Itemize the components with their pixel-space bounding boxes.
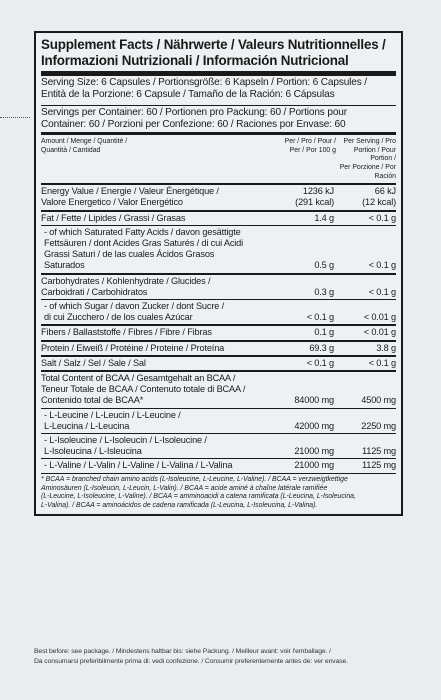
footnote-line: * BCAA = branched chain amino acids (L-Isoleucine, L-Leucine, L-Valine). / BCAA = verzweigtkettige <box>41 475 348 483</box>
value-per-100g: 21000 mg <box>252 434 338 459</box>
value-per-serving: < 0.1 g <box>338 225 396 273</box>
value-per-100g: 0.1 g <box>252 325 338 340</box>
label-line: Grassi Saturi / de las cuales Ácidos Grasos Saturados <box>44 249 215 271</box>
supplement-facts-panel <box>34 31 403 516</box>
row-label <box>41 408 252 433</box>
value-per-100g <box>252 184 338 210</box>
servings-line: Servings per Container: 60 / Portionen pro Packung: 60 / Portions pour <box>41 106 347 118</box>
table-row <box>41 299 396 325</box>
footnote-line: (L-Leucine, L-Isoleucine, L-Valine). / BCAA = amminoacidi a catena ramificata (L-Leucina, L-Isoleucina, <box>41 493 356 501</box>
label-line: - of which Sugar / davon Zucker / dont Sucre / <box>44 300 225 311</box>
value-per-100g: 0.3 g <box>252 274 338 300</box>
bcaa-footnote <box>41 473 396 512</box>
value-line: 66 kJ <box>374 186 396 197</box>
row-label: Fibers / Ballaststoffe / Fibres / Fibre / Fibras <box>41 325 252 340</box>
title-line: Supplement Facts / Nährwerte / Valeurs Nutritionnelles / <box>41 37 386 52</box>
row-label <box>41 434 252 459</box>
row-label <box>41 274 252 300</box>
footnote-line: Aminosäuren (L-Isoleucin, L-Leucin, L-Valin). / BCAA = acide aminé à chaîne latérale ramifiée <box>41 484 328 492</box>
value-per-serving: < 0.01 g <box>338 299 396 325</box>
header-text: Portion / Pour Portion / <box>353 146 396 163</box>
row-label <box>41 371 252 408</box>
row-label <box>41 225 252 273</box>
value-line: 1236 kJ <box>302 186 334 197</box>
table-row <box>41 225 396 273</box>
value-per-100g: 1.4 g <box>252 211 338 226</box>
label-line: di cui Zucchero / de los cuales Azúcar <box>44 312 193 323</box>
dotted-guide-line <box>0 117 30 118</box>
value-per-serving: 1125 mg <box>338 434 396 459</box>
panel-title <box>41 37 396 69</box>
label-line: Valore Energetico / Valor Energético <box>41 197 183 208</box>
value-per-serving: 4500 mg <box>338 371 396 408</box>
header-text: Quantità / Cantidad <box>41 146 101 154</box>
header-text: Per / Pro / Pour / <box>284 138 336 146</box>
row-label: Protein / Eiweiß / Protéine / Proteine / Proteína <box>41 341 252 356</box>
title-line: Informazioni Nutrizionali / Información Nutricional <box>41 53 349 68</box>
table-row <box>41 211 396 226</box>
value-per-serving: < 0.1 g <box>338 356 396 371</box>
header-text: Amount / Menge / Quantité / <box>41 138 128 146</box>
best-before-note <box>34 647 434 666</box>
label-line: Fettsäuren / dont Acides Gras Saturés / di cui Acidi <box>44 237 244 248</box>
row-label: - L-Valine / L-Valin / L-Valine / L-Valina / L-Valina <box>41 459 252 473</box>
servings-line: Container: 60 / Porzioni per Confezione: 60 / Raciones por Envase: 60 <box>41 118 346 130</box>
value-per-serving: < 0.1 g <box>338 274 396 300</box>
value-per-serving: 1125 mg <box>338 459 396 473</box>
table-row <box>41 356 396 371</box>
label-line: Total Content of BCAA / Gesamtgehalt an BCAA / <box>41 373 236 383</box>
best-before-line: Da consumarsi preferibilmente prima di: vedi confezione. / Consumir preferentemente antes de: ver envase. <box>34 657 349 665</box>
value-per-serving: < 0.01 g <box>338 325 396 340</box>
header-text: Per Serving / Pro <box>343 138 396 146</box>
value-per-serving: 2250 mg <box>338 408 396 433</box>
table-row <box>41 408 396 433</box>
value-per-100g: < 0.1 g <box>252 299 338 325</box>
serving-size <box>41 77 396 102</box>
divider <box>41 71 396 76</box>
value-per-serving <box>338 184 396 210</box>
header-per-serving <box>336 138 396 181</box>
best-before-line: Best before: see package. / Mindestens haltbar bis: siehe Packung. / Meilleur avant: voir l'emballage. / <box>34 648 331 655</box>
label-line: Teneur Totale de BCAA / Contenuto totale di BCAA / <box>41 384 246 395</box>
header-amount <box>41 138 256 181</box>
table-row <box>41 184 396 210</box>
label-line: L-Leucina / L-Leucina <box>44 420 130 431</box>
divider <box>41 132 396 135</box>
table-row <box>41 434 396 459</box>
label-line: Carboidrati / Carbohidratos <box>41 286 148 297</box>
serving-size-line: Serving Size: 6 Capsules / Portionsgröße: 6 Kapseln / Portion: 6 Capsules / <box>41 77 367 88</box>
header-text: Per Porzione / Por Ración <box>339 163 396 180</box>
row-label: Salt / Salz / Sel / Sale / Sal <box>41 356 252 371</box>
table-header <box>41 136 396 183</box>
label-line: - L-Isoleucine / L-Isoleucin / L-Isoleucine / <box>44 435 207 446</box>
table-row <box>41 459 396 473</box>
divider <box>41 105 396 106</box>
label-line: Energy Value / Energie / Valeur Énergétique / <box>41 186 219 197</box>
value-line: (291 kcal) <box>295 197 334 208</box>
table-row <box>41 371 396 408</box>
value-per-serving: < 0.1 g <box>338 211 396 226</box>
label-line: - of which Saturated Fatty Acids / davon gesättigte <box>44 226 241 237</box>
table-row <box>41 325 396 340</box>
value-per-100g: 21000 mg <box>252 459 338 473</box>
label-line: Contenido total de BCAA* <box>41 395 144 406</box>
servings-per-container <box>41 107 396 132</box>
footnote-line: L-Valina). / BCAA = aminoácidos de cadena ramificada (L-Leucina, L-Isoleucina, L-Valina). <box>41 502 318 510</box>
value-per-100g: < 0.1 g <box>252 356 338 371</box>
label-line: L-Isoleucina / L-Isleucina <box>44 446 142 457</box>
value-per-100g: 69.3 g <box>252 341 338 356</box>
row-label <box>41 184 252 210</box>
table-row <box>41 341 396 356</box>
value-line: (12 kcal) <box>362 197 396 208</box>
header-text: Per / Por 100 g <box>289 146 336 154</box>
row-label: Fat / Fette / Lipides / Grassi / Grasas <box>41 211 252 226</box>
value-per-100g: 0.5 g <box>252 225 338 273</box>
value-per-100g: 84000 mg <box>252 371 338 408</box>
nutrition-table <box>41 183 396 472</box>
value-per-serving: 3.8 g <box>338 341 396 356</box>
header-per-100g <box>256 138 336 181</box>
table-row <box>41 274 396 300</box>
serving-size-line: Entità de la Porzione: 6 Capsule / Tamaño de la Ración: 6 Cápsulas <box>41 89 335 101</box>
label-line: - L-Leucine / L-Leucin / L-Leucine / <box>44 409 181 420</box>
label-line: Carbohydrates / Kohlenhydrate / Glucides / <box>41 275 211 286</box>
value-per-100g: 42000 mg <box>252 408 338 433</box>
row-label <box>41 299 252 325</box>
